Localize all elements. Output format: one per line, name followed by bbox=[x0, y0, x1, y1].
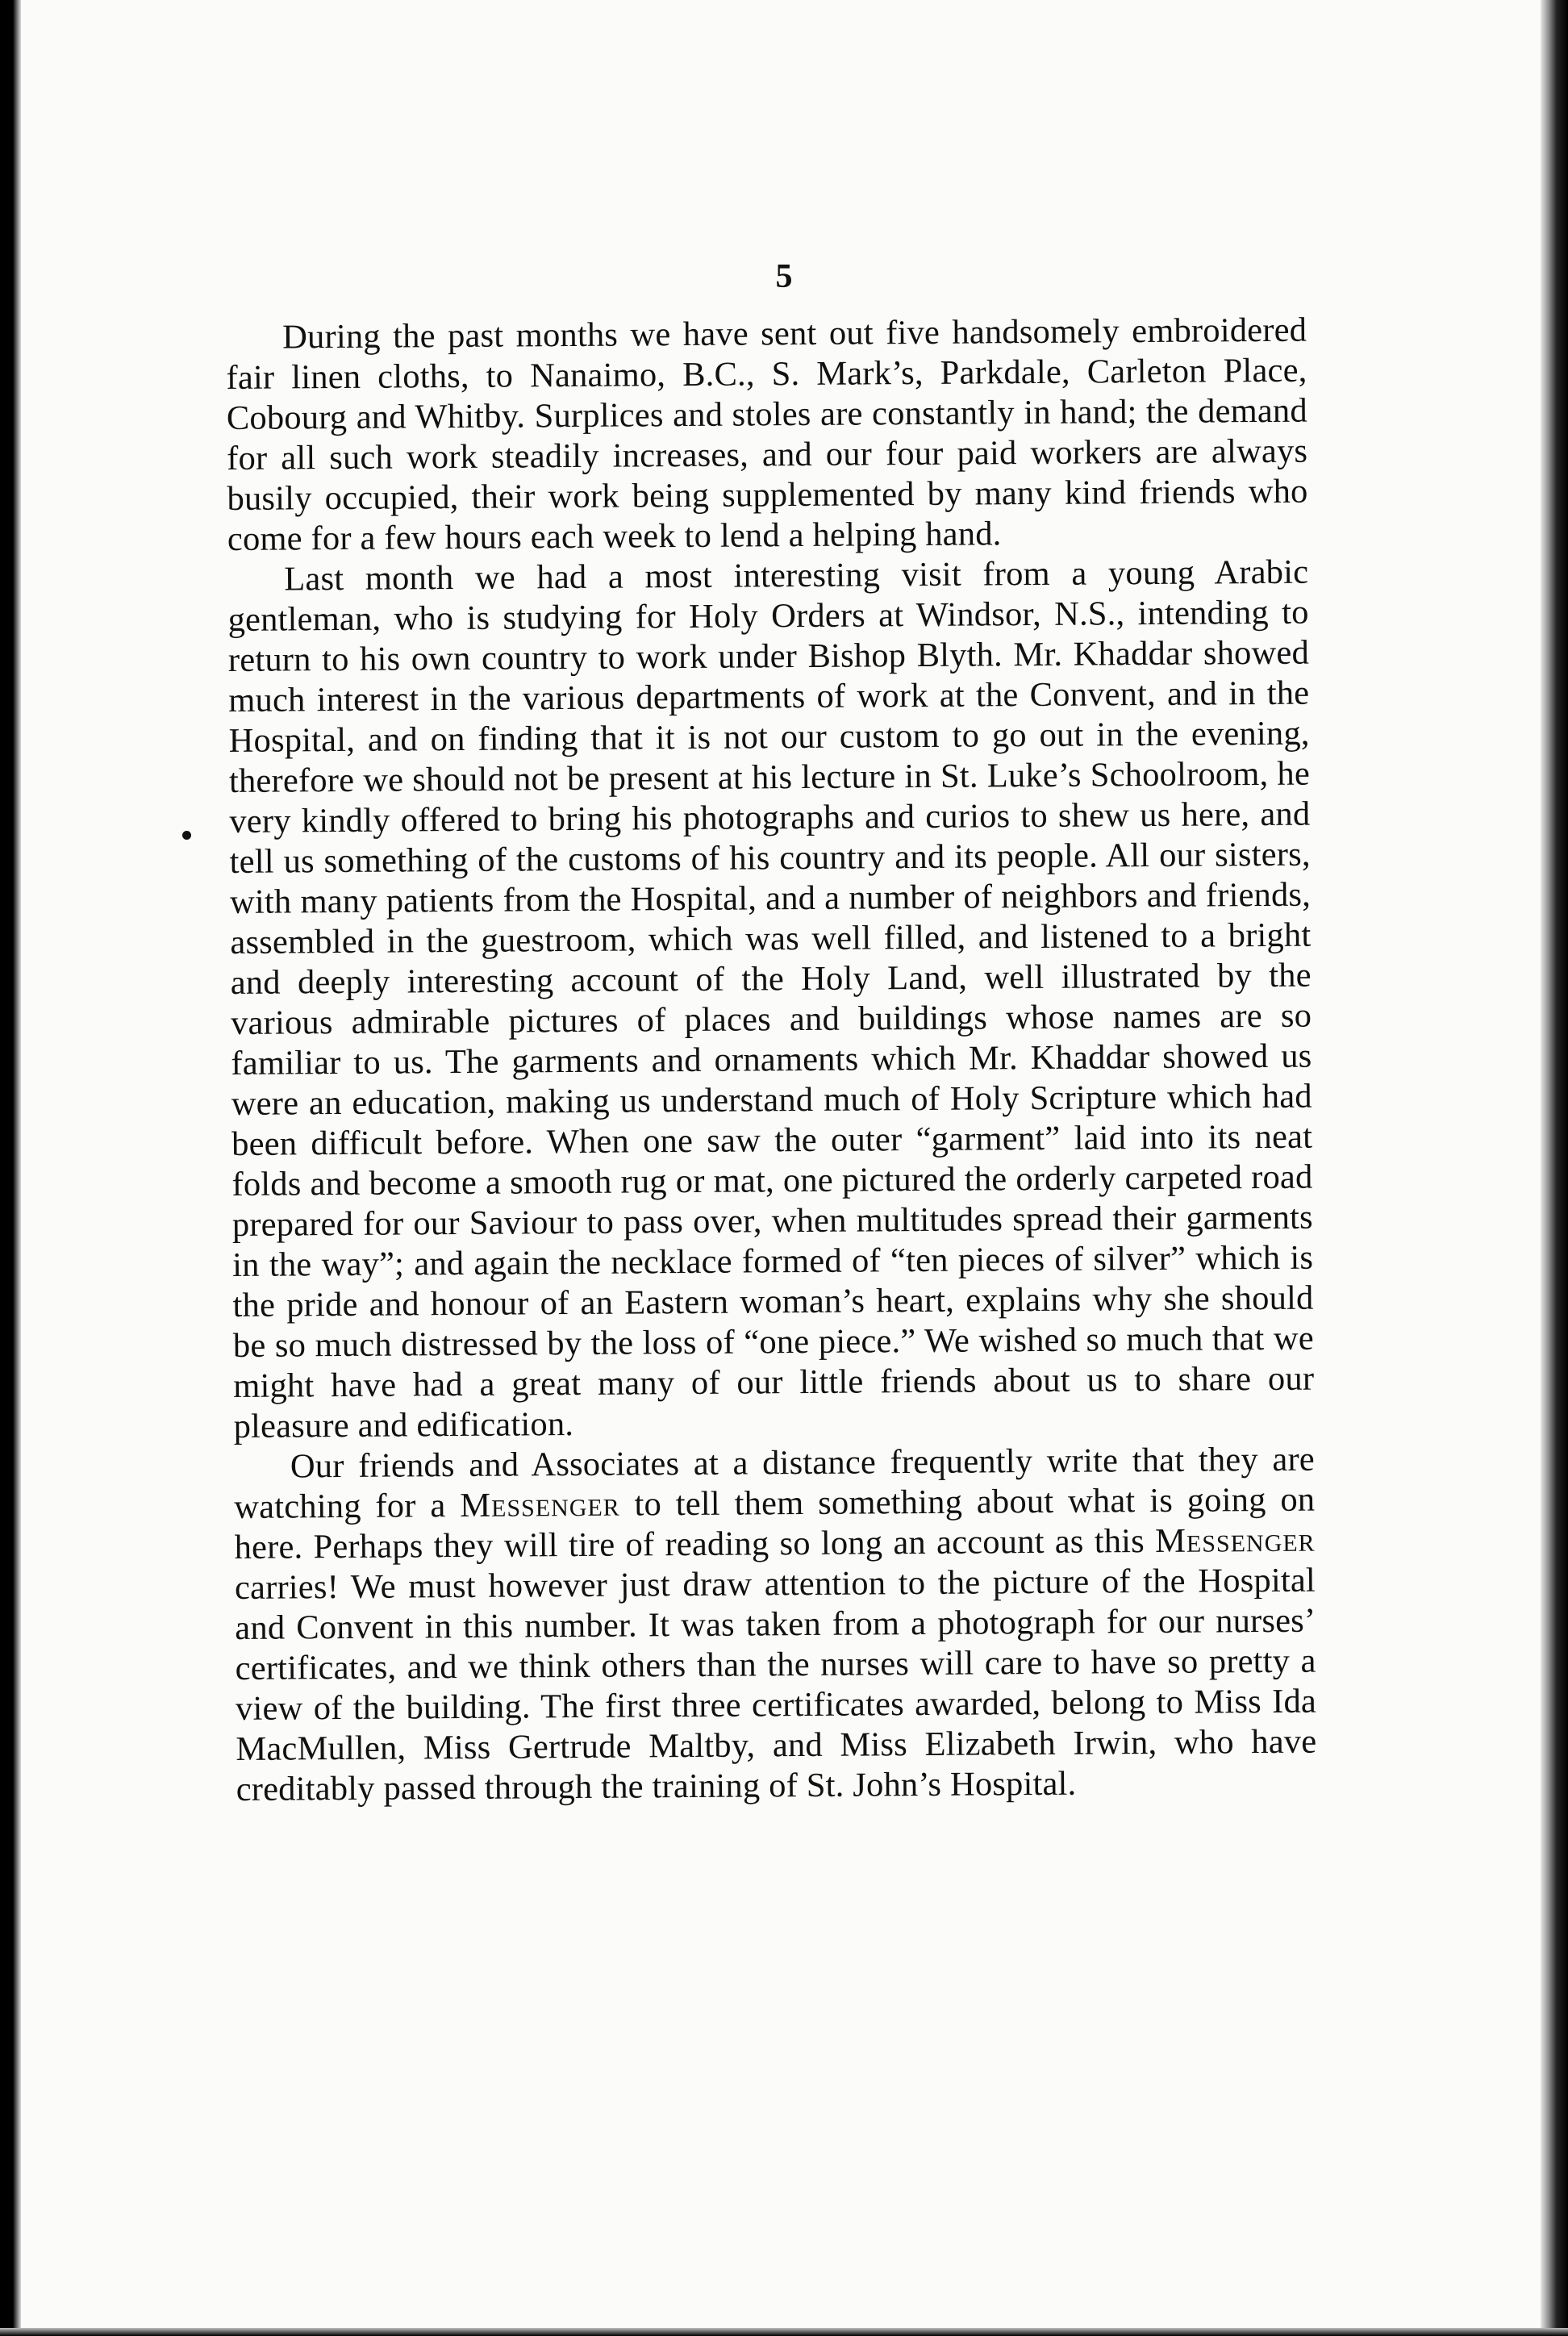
paragraph-text-segment: carries! We must however just draw attention to the picture of the Hospital and Convent in this number. It was taken from a photograph for our nurses’ certificates, and we think others than the nurses will care to have so pretty a view of the building. The first three certificates awarded, belong to Miss Ida MacMullen, Miss Gertrude Maltby, and Miss Elizabeth Irwin, who have creditably passed through the training of St. John’s Hospital. bbox=[234, 1561, 1317, 1808]
paragraph-text-segment: to tell them something about what is going on here. Perhaps they will tire of reading so long an account as this bbox=[234, 1480, 1316, 1566]
page-binding-edge bbox=[0, 0, 21, 2336]
page-number: 5 bbox=[775, 258, 793, 295]
paragraph-khaddar-visit: Last month we had a most interesting visit from a young Arabic gentleman, who is studying for Holy Orders at Windsor, N.S., intending to return to his own country to work under Bishop Blyth. Mr. Khaddar showed much interest in the various departments of work at the Convent, and in the Hospital, and on finding that it is not our custom to go out in the evening, therefore we should not be present at his lecture in St. Luke’s Schoolroom, he very kindly offered to bring his photographs and curios to shew us here, and tell us something of the customs of his country and its people. All our sisters, with many patients from the Hospital, and a number of neighbors and friends, assembled in the guestroom, which was well filled, and listened to a bright and deeply interesting account of the Holy Land, well illustrated by the various admirable pictures of places and buildings whose names are so familiar to us. The garments and ornaments which Mr. Khaddar showed us were an education, making us understand much of Holy Scripture which had been difficult before. When one saw the outer “garment” laid into its neat folds and become a smooth rug or mat, one pictured the orderly carpeted road prepared for our Saviour to pass over, when multitudes spread their garments in the way”; and again the necklace formed of “ten pieces of silver” which is the pride and honour of an Eastern woman’s heart, explains why she should be so much distressed by the loss of “one piece.” We wished so much that we might have had a great many of our little friends about us to share our pleasure and edification. bbox=[227, 553, 1315, 1445]
body-text bbox=[226, 311, 1317, 1810]
messenger-title: Messenger bbox=[460, 1485, 620, 1525]
paragraph-messenger-certificates bbox=[234, 1440, 1317, 1810]
messenger-title: Messenger bbox=[1154, 1520, 1316, 1560]
paragraph-embroidery-work: During the past months we have sent out five handsomely embroidered fair linen cloths, to Nanaimo, B.C., S. Mark’s, Parkdale, Carleton Place, Cobourg and Whitby. Surplices and stoles are constantly in hand; the demand for all such work steadily increases, and our four paid workers are always busily occupied, their work being supplemented by many kind friends who come for a few hours each week to lend a helping hand. bbox=[226, 311, 1308, 558]
page-right-edge bbox=[1541, 0, 1568, 2336]
page-bottom-edge bbox=[0, 2328, 1568, 2336]
margin-mark bbox=[182, 831, 191, 840]
paragraph-text-segment: Our friends and Associates at a distance frequently write that they are watching for a bbox=[234, 1440, 1316, 1526]
